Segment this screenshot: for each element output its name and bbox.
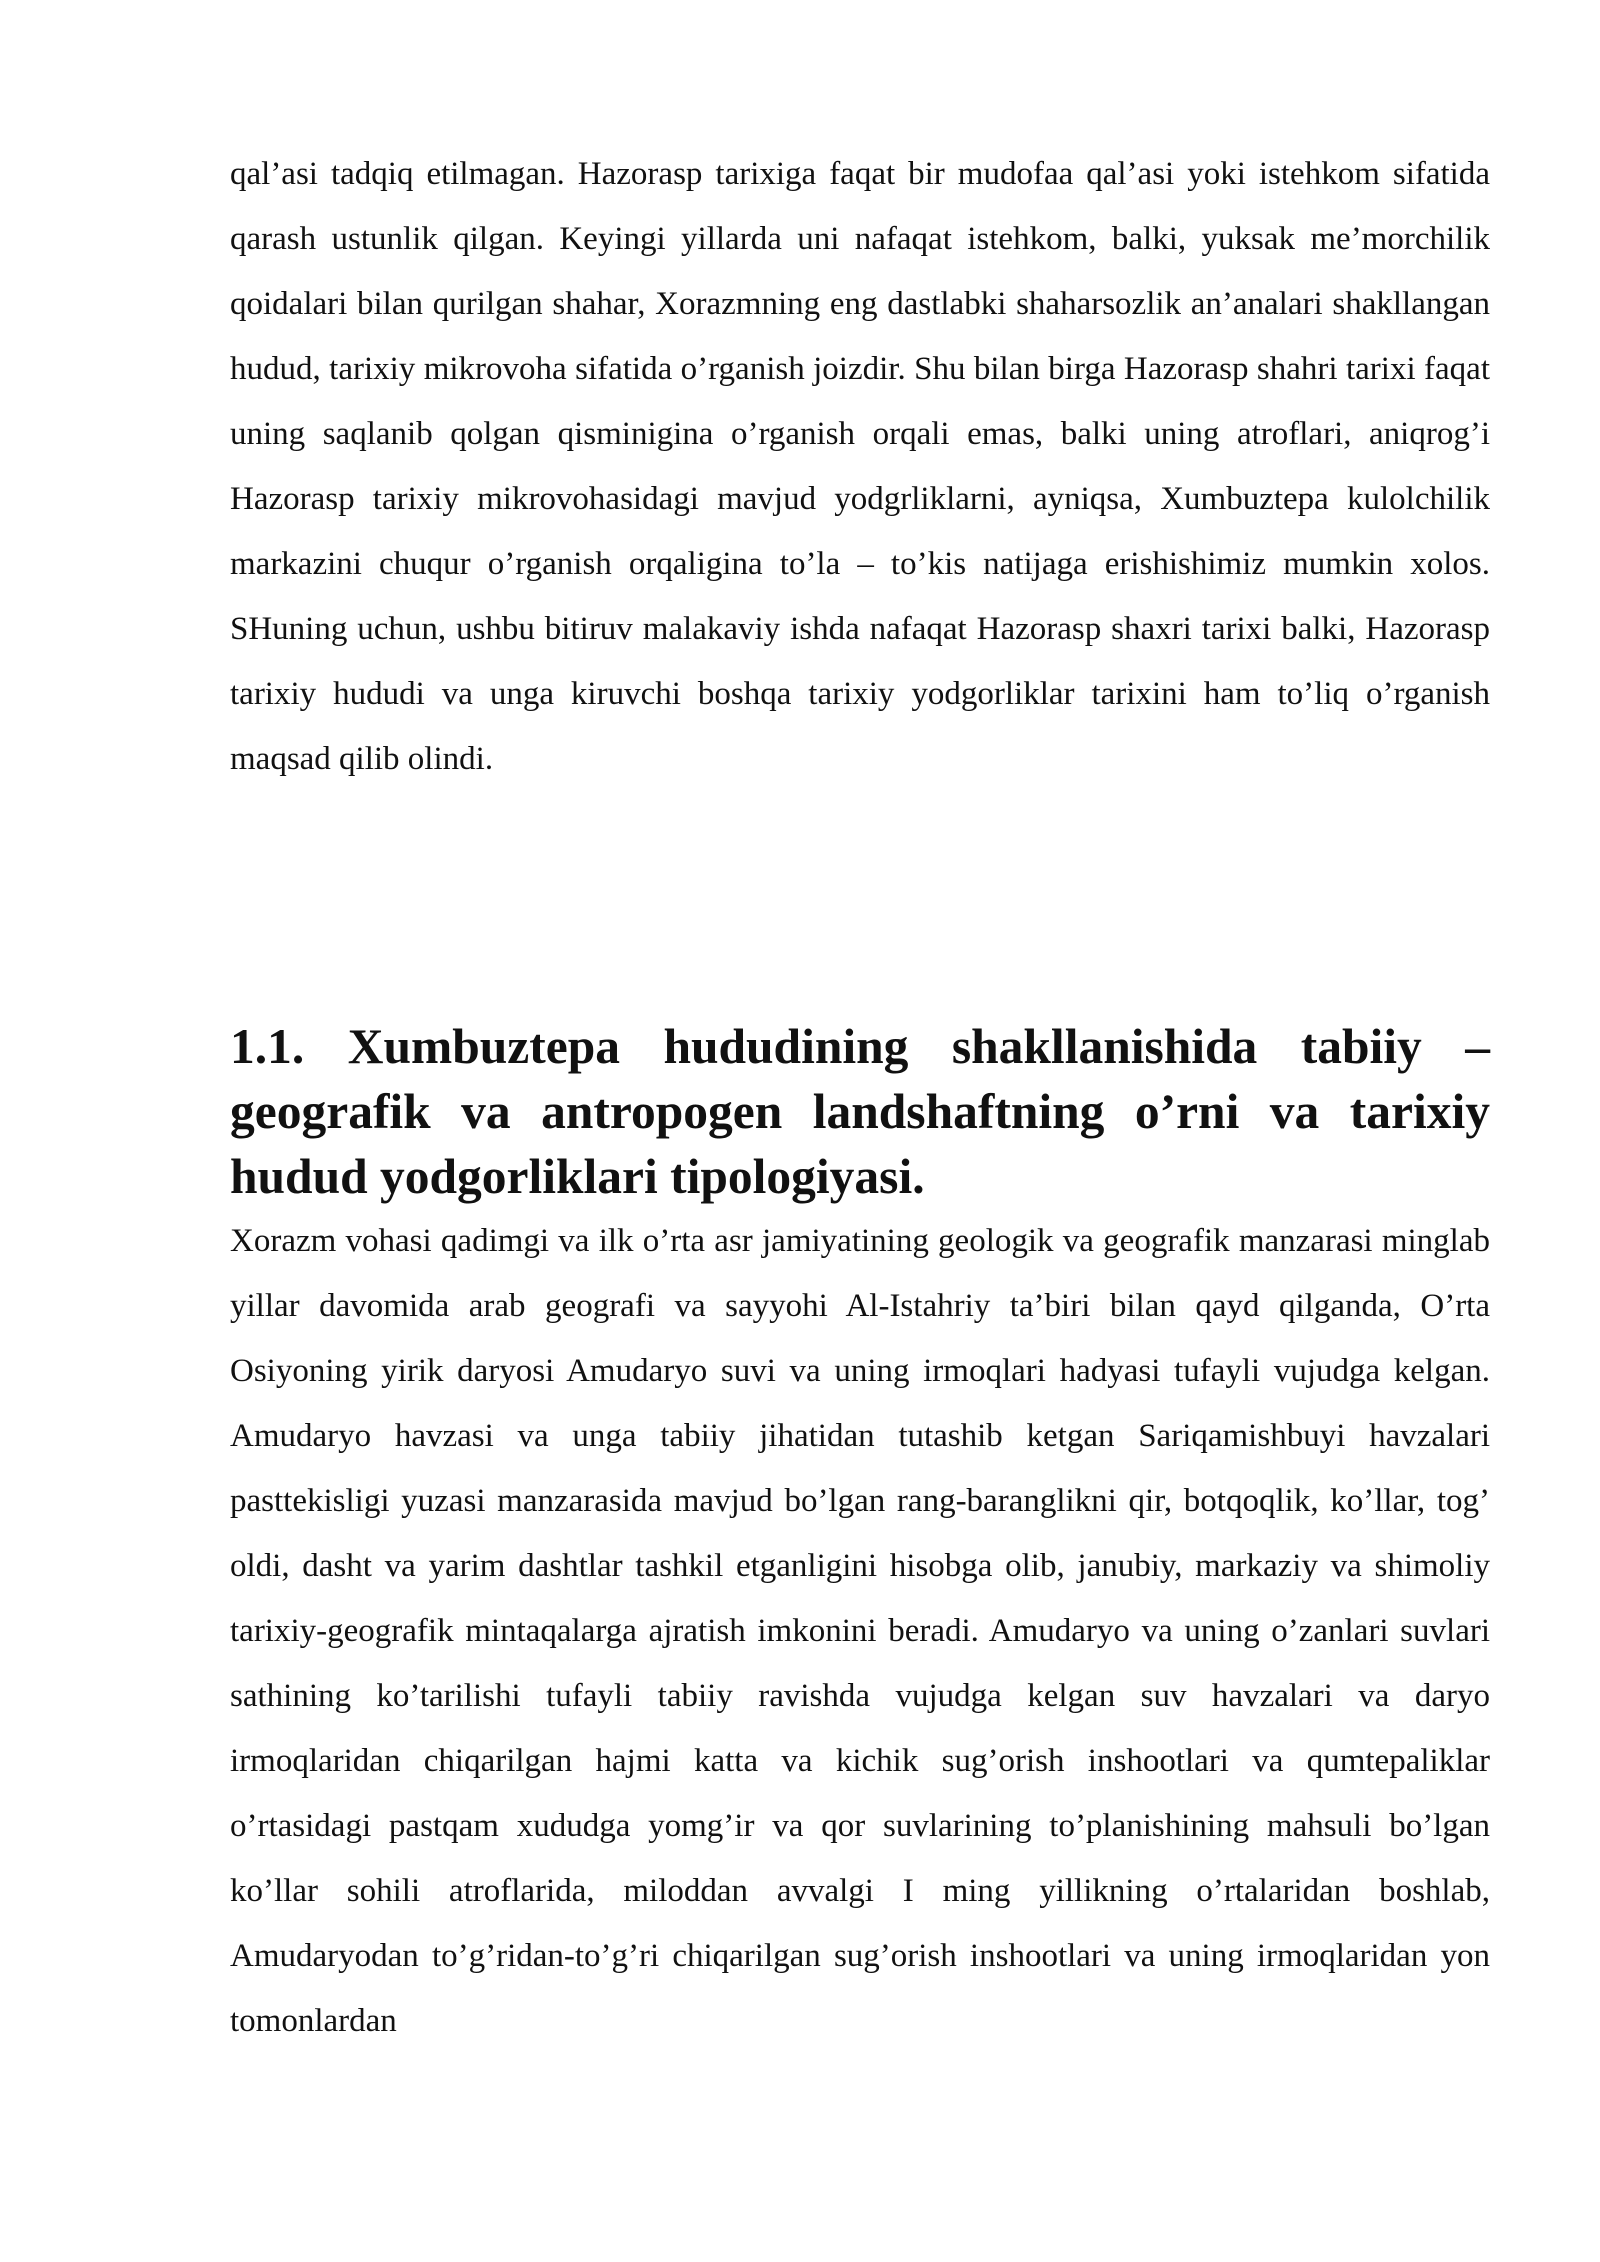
section-heading: 1.1. Xumbuztepa hududining shakllanishida tabiiy – geografik va antropogen landshaftning o’rni va tarixiy hudud yodgorliklari tipologiyasi. bbox=[230, 1019, 1490, 1204]
intro-paragraph: qal’asi tadqiq etilmagan. Hazorasp tarixiga faqat bir mudofaa qal’asi yoki istehkom sifatida qarash ustunlik qilgan. Keyingi yillarda uni nafaqat istehkom, balki, yuksak me’morchilik qoidalari bilan qurilgan shahar, Xorazmning eng dastlabki shaharsozlik an’analari shakllangan hudud, tarixiy mikrovoha sifatida o’rganish joizdir. Shu bilan birga Hazorasp shahri tarixi faqat uning saqlanib qolgan qisminigina o’rganish orqali emas, balki uning atroflari, aniqrog’i Hazorasp tarixiy mikrovohasidagi mavjud yodgrliklarni, ayniqsa, Xumbuztepa kulolchilik markazini chuqur o’rganish orqaligina to’la – to’kis natijaga erishishimiz mumkin xolos. SHuning uchun, ushbu bitiruv malakaviy ishda nafaqat Hazorasp shaxri tarixi balki, Hazorasp tarixiy hududi va unga kiruvchi boshqa tarixiy yodgorliklar tarixini ham to’liq o’rganish maqsad qilib olindi. bbox=[230, 156, 1490, 777]
section-paragraph: Xorazm vohasi qadimgi va ilk o’rta asr jamiyatining geologik va geografik manzarasi minglab yillar davomida arab geografi va sayyohi Al-Istahriy ta’biri bilan qayd qilganda, O’rta Osiyoning yirik daryosi Amudaryo suvi va uning irmoqlari hadyasi tufayli vujudga kelgan. Amudaryo havzasi va unga tabiiy jihatidan tutashib ketgan Sariqamishbuyi havzalari pasttekisligi yuzasi manzarasida mavjud bo’lgan rang-baranglikni qir, botqoqlik, ko’llar, tog’ oldi, dasht va yarim dashtlar tashkil etganligini hisobga olib, janubiy, markaziy va shimoliy tarixiy-geografik mintaqalarga ajratish imkonini beradi. Amudaryo va uning o’zanlari suvlari sathining ko’tarilishi tufayli tabiiy ravishda vujudga kelgan suv havzalari va daryo irmoqlaridan chiqarilgan hajmi katta va kichik sug’orish inshootlari va qumtepaliklar o’rtasidagi pastqam xududga yomg’ir va qor suvlarining to’planishining mahsuli bo’lgan ko’llar sohili atroflarida, miloddan avvalgi I ming yillikning o’rtalaridan boshlab, Amudaryodan to’g’ridan-to’g’ri chiqarilgan sug’orish inshootlari va uning irmoqlaridan yon tomonlardan bbox=[230, 1223, 1490, 2039]
document-page bbox=[230, 142, 1490, 2054]
